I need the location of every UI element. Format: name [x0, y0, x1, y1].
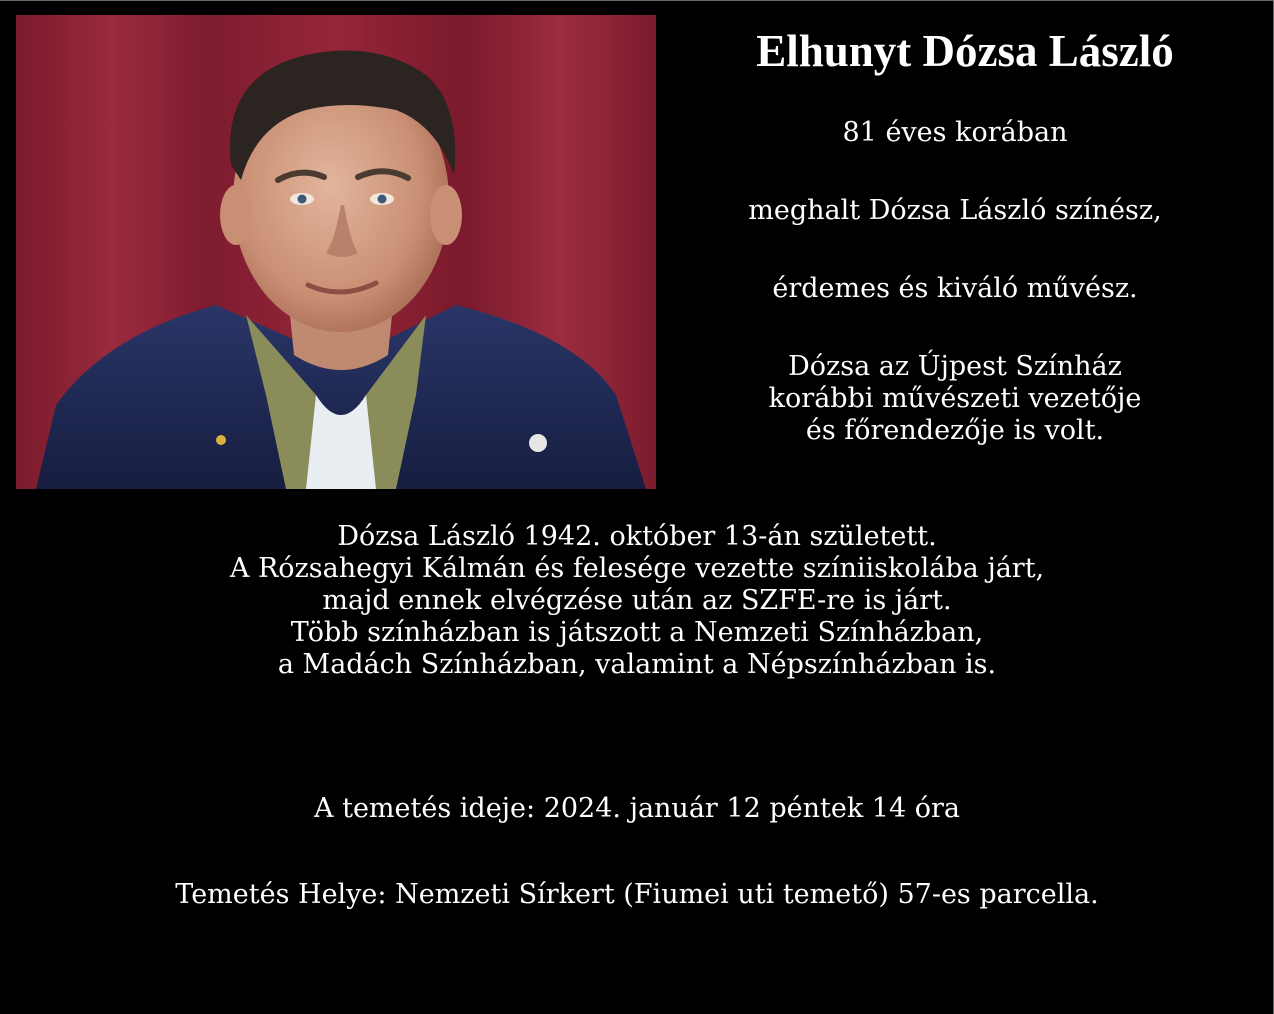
role-line: Dózsa az Újpest Színház: [788, 351, 1122, 382]
bio-line: majd ennek elvégzése után az SZFE-re is járt.: [322, 585, 952, 616]
bio-line: Több színházban is játszott a Nemzeti Színházban,: [290, 617, 984, 648]
funeral-time: A temetés ideje: 2024. január 12 péntek 14 óra: [314, 793, 960, 824]
portrait-photo: [16, 15, 656, 489]
died-line: meghalt Dózsa László színész,: [748, 195, 1162, 226]
role-line: korábbi művészeti vezetője: [768, 383, 1142, 414]
obituary-title: Elhunyt Dózsa László: [756, 26, 1174, 76]
bio-line: A Rózsahegyi Kálmán és felesége vezette színiiskolába járt,: [229, 553, 1045, 584]
funeral-place: Temetés Helye: Nemzeti Sírkert (Fiumei uti temető) 57-es parcella.: [175, 879, 1099, 910]
portrait-illustration: [16, 15, 656, 489]
intro-text: [660, 117, 1250, 447]
role-line: és főrendezője is volt.: [805, 415, 1105, 446]
honor-line: érdemes és kiváló művész.: [772, 273, 1138, 304]
age-line: 81 éves korában: [842, 117, 1068, 148]
bio-line: a Madách Színházban, valamint a Népszínházban is.: [277, 649, 997, 680]
bio-line: Dózsa László 1942. október 13-án született.: [337, 521, 937, 552]
biography: [0, 521, 1274, 681]
